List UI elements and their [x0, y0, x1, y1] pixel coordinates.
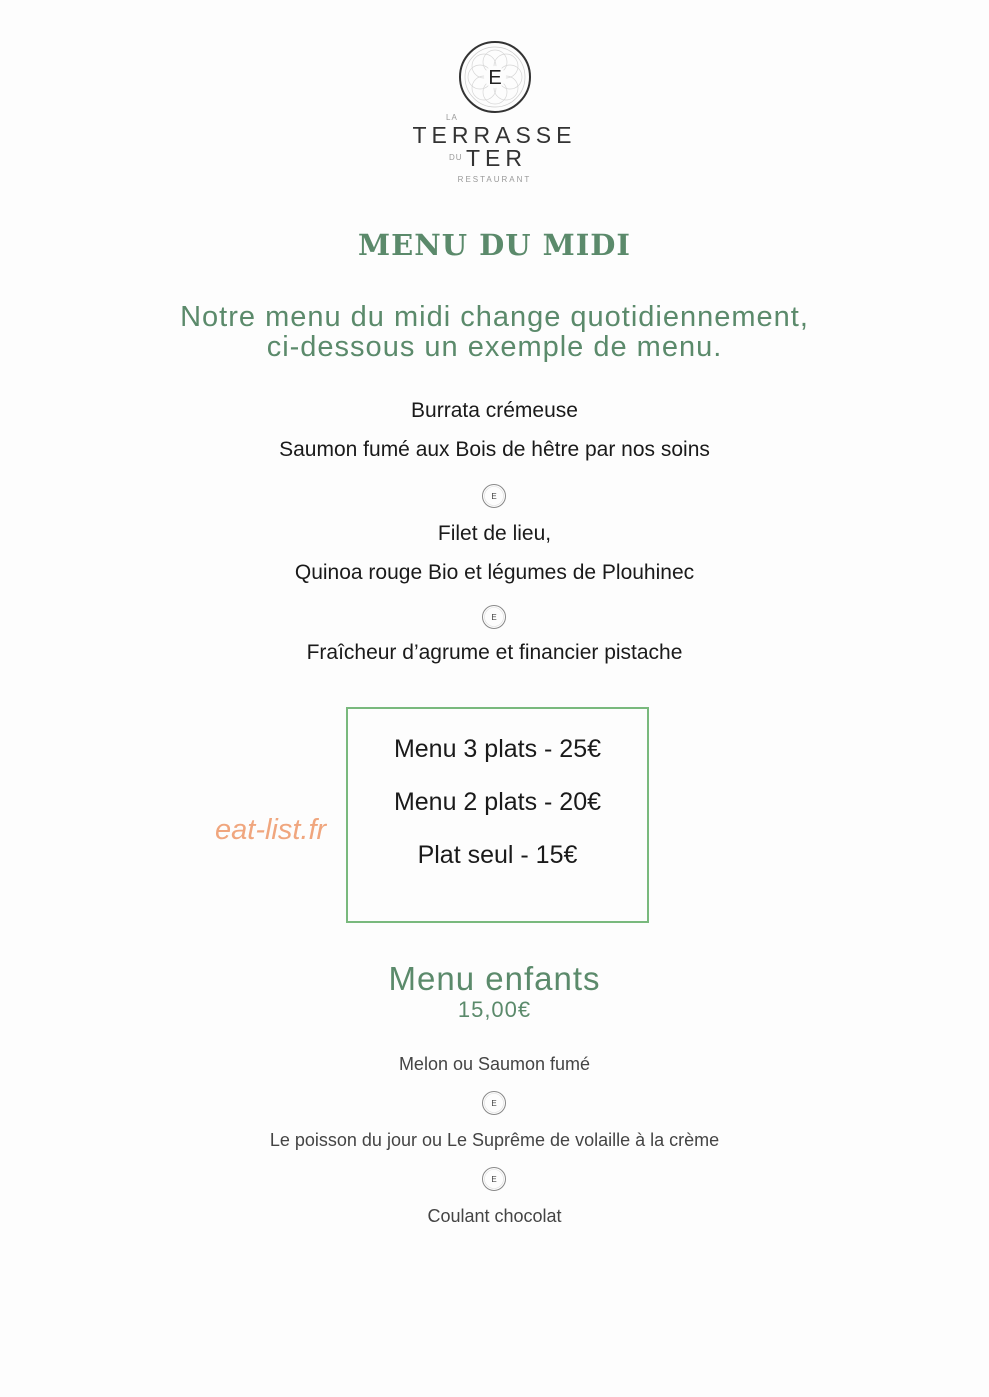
logo-terrasse-text: TERRASSE [412, 122, 577, 148]
dish-dessert: Fraîcheur d’agrume et financier pistache [306, 641, 683, 664]
price-box [346, 707, 649, 923]
separator-emblem-icon [481, 1090, 507, 1116]
separator-emblem-icon [481, 604, 507, 630]
svg-text:E: E [487, 67, 502, 89]
kids-dish-main: Le poisson du jour ou Le Suprême de volaille à la crème [269, 1130, 720, 1150]
price-plat-seul: Plat seul - 15€ [417, 841, 578, 869]
dish-starter-2: Saumon fumé aux Bois de hêtre par nos soins [279, 438, 710, 461]
dish-main-2: Quinoa rouge Bio et légumes de Plouhinec [294, 561, 695, 584]
logo-du-text: DU [449, 153, 463, 162]
dish-starter-1: Burrata crémeuse [411, 399, 578, 422]
watermark: eat-list.fr [215, 814, 327, 846]
price-menu-2-plats: Menu 2 plats - 20€ [393, 788, 602, 816]
svg-text:E: E [491, 1175, 497, 1184]
kids-dish-starter: Melon ou Saumon fumé [398, 1054, 591, 1074]
restaurant-logo [0, 40, 989, 114]
svg-text:E: E [491, 613, 497, 622]
kids-menu-price: 15,00€ [457, 997, 532, 1022]
separator-emblem-icon [481, 1166, 507, 1192]
price-menu-3-plats: Menu 3 plats - 25€ [393, 735, 602, 763]
logo-restaurant-text: RESTAURANT [457, 175, 532, 184]
svg-text:E: E [491, 492, 497, 501]
dish-main-1: Filet de lieu, [437, 522, 552, 545]
intro-text [0, 302, 989, 362]
page-title: MENU DU MIDI [357, 228, 631, 262]
intro-line-1: Notre menu du midi change quotidiennement, [180, 301, 809, 333]
intro-line-2: ci-dessous un exemple de menu. [266, 331, 723, 363]
logo-emblem-icon [458, 40, 532, 114]
svg-text:E: E [491, 1099, 497, 1108]
kids-dish-dessert: Coulant chocolat [427, 1206, 562, 1226]
separator-emblem-icon [481, 483, 507, 509]
logo-la-text: LA [446, 113, 458, 122]
kids-menu-title: Menu enfants [388, 960, 601, 997]
logo-ter-text: TER [466, 145, 527, 171]
